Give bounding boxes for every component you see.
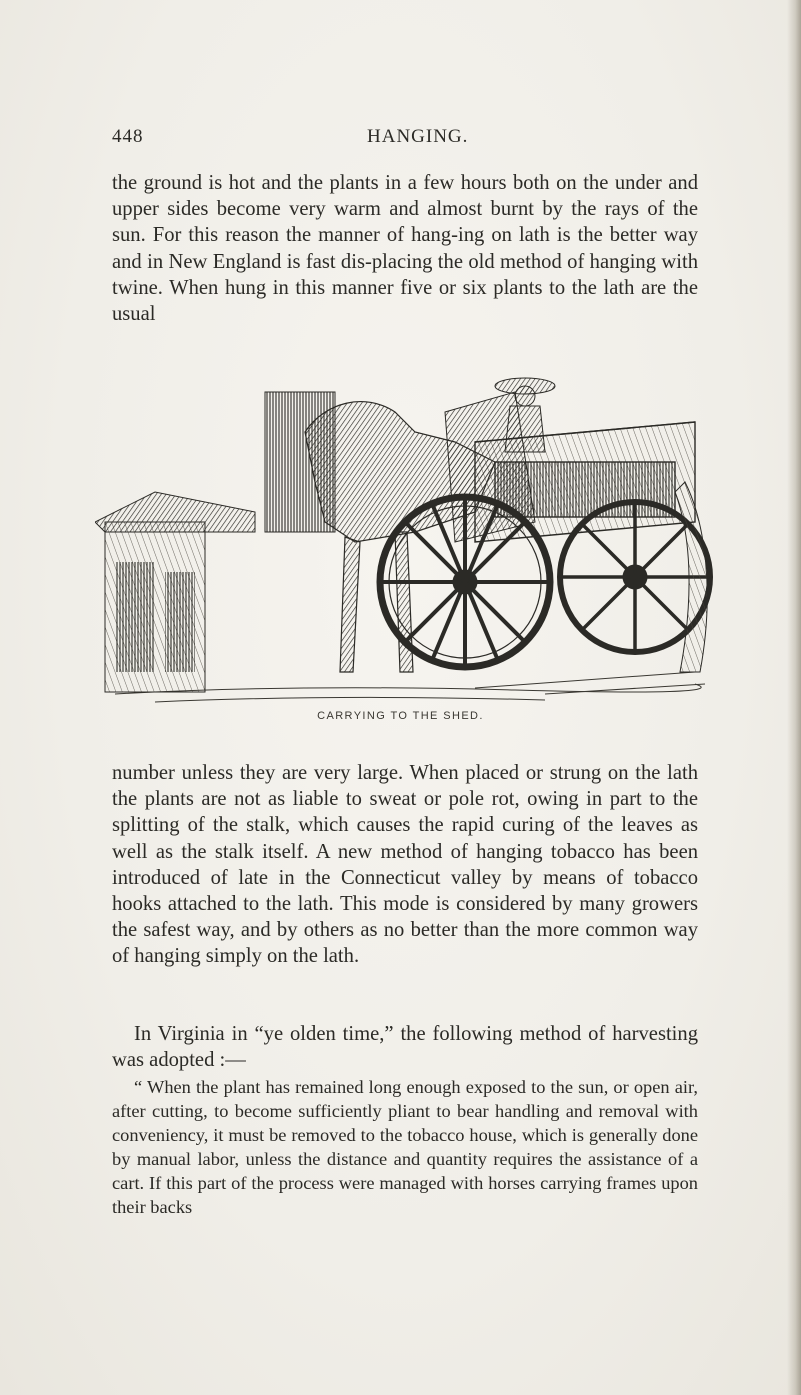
cart-wheel-left — [380, 497, 550, 667]
paragraph-3: In Virginia in “ye olden time,” the following method of harvesting was adopted :— — [112, 1023, 698, 1072]
cart-engraving — [95, 372, 715, 708]
tobacco-bundles-top — [265, 392, 335, 532]
paragraph-1: the ground is hot and the plants in a few hours both on the under and upper sides become very warm and almost burnt by the rays of the sun. For this reason the manner of hang-ing on lath is the better way and in New England is fast dis-placing the old method of hanging with twine. When hung in this manner five or six plants to the lath are the usual — [112, 172, 698, 326]
running-title: HANGING. — [367, 126, 469, 147]
shed-roof — [95, 492, 255, 532]
page-edge-shadow — [787, 0, 801, 1395]
hanging-tobacco-left-2 — [165, 572, 195, 672]
illustration-cart-with-tobacco — [95, 372, 715, 708]
hanging-tobacco-left — [115, 562, 155, 672]
paragraph-2: number unless they are very large. When placed or strung on the lath the plants are not as liable to sweat or pole rot, owing in part to the splitting of the stalk, which causes the rapid curing of the leaves as well as the stalk itself. A new method of hanging tobacco has been introduced of late in the Connecticut valley by means of tobacco hooks attached to the lath. This mode is considered by many growers the safest way, and by others as no better than the more common way of hanging simply on the lath. — [112, 762, 698, 968]
page-number: 448 — [112, 126, 144, 147]
page-header — [112, 126, 690, 152]
paragraph-4-quotation: “ When the plant has remained long enough exposed to the sun, or open air, after cutting, to become sufficiently pliant to bear handling and removal with conveniency, it must be removed to the tobacco house, which is generally done by manual labor, unless the distance and quantity requires the assistance of a cart. If this part of the process were managed with horses carrying frames upon their backs — [112, 1077, 698, 1218]
figure-caption: CARRYING TO THE SHED. — [317, 710, 484, 722]
